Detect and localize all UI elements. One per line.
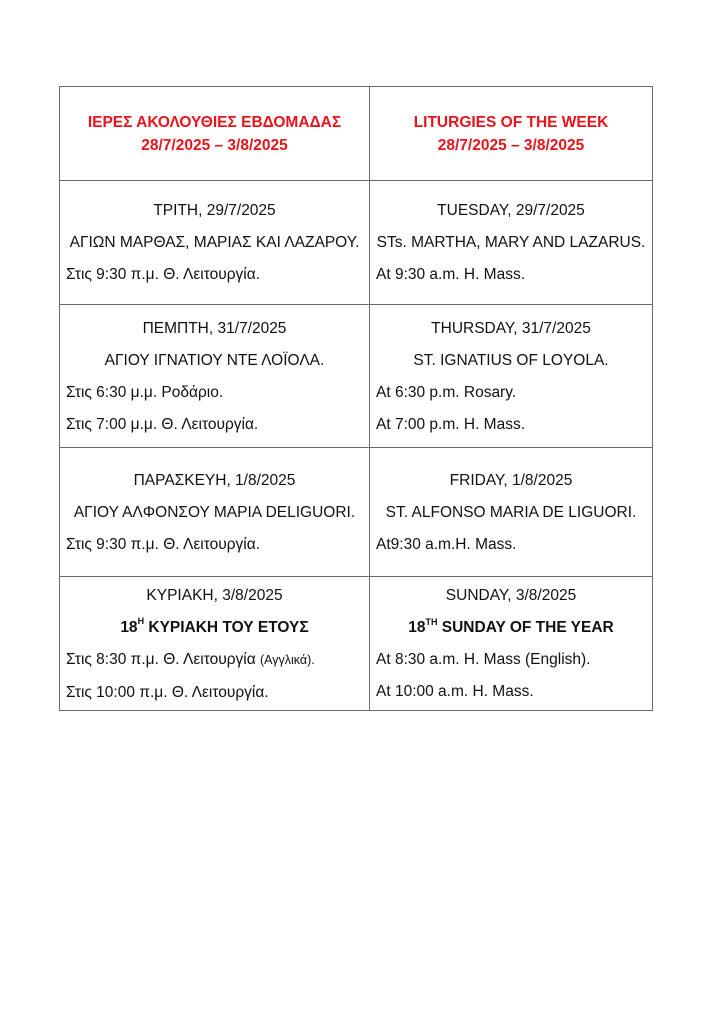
greek-title: ΙΕΡΕΣ ΑΚΟΛΟΥΘΙΕΣ ΕΒΔΟΜΑΔΑΣ bbox=[87, 113, 342, 131]
english-service-time: At 7:00 p.m. H. Mass. bbox=[376, 415, 526, 433]
day-row-thursday bbox=[60, 305, 653, 448]
greek-feast: ΑΓΙΟΥ ΙΓΝΑΤΙΟΥ ΝΤΕ ΛΟΪΟΛΑ. bbox=[104, 351, 325, 369]
greek-day-date: ΤΡΙΤΗ, 29/7/2025 bbox=[153, 202, 276, 219]
greek-date-range: 28/7/2025 – 3/8/2025 bbox=[141, 136, 288, 154]
english-feast-ordinal: TH bbox=[425, 616, 438, 627]
greek-service-time: Στις 9:30 π.μ. Θ. Λειτουργία. bbox=[66, 266, 260, 283]
english-header-cell bbox=[370, 87, 653, 181]
day-row-friday bbox=[60, 448, 653, 577]
greek-header-cell bbox=[60, 87, 370, 181]
english-day-cell bbox=[370, 181, 653, 305]
greek-service-time: Στις 6:30 μ.μ. Ροδάριο. bbox=[66, 383, 224, 401]
day-row-sunday bbox=[60, 577, 653, 711]
english-service-time: At9:30 a.m.H. Mass. bbox=[376, 535, 517, 553]
english-day-date: THURSDAY, 31/7/2025 bbox=[431, 319, 591, 337]
header-row bbox=[60, 87, 653, 181]
greek-feast bbox=[66, 616, 363, 639]
english-date-range: 28/7/2025 – 3/8/2025 bbox=[437, 136, 585, 154]
english-service-time: At 8:30 a.m. H. Mass (English). bbox=[376, 651, 591, 668]
english-day-cell bbox=[370, 448, 653, 577]
greek-feast-ordinal: Η bbox=[137, 616, 145, 627]
english-day-cell bbox=[370, 577, 653, 711]
english-day-date: SUNDAY, 3/8/2025 bbox=[445, 587, 577, 604]
english-feast: ST. IGNATIUS OF LOYOLA. bbox=[413, 351, 609, 369]
greek-day-date: ΠΕΜΠΤΗ, 31/7/2025 bbox=[142, 319, 287, 337]
english-feast bbox=[376, 616, 646, 639]
greek-day-cell bbox=[60, 305, 370, 448]
day-row-tuesday bbox=[60, 181, 653, 305]
greek-day-cell bbox=[60, 448, 370, 577]
greek-service-time bbox=[66, 648, 363, 672]
english-day-date: TUESDAY, 29/7/2025 bbox=[437, 202, 585, 219]
english-day-cell bbox=[370, 305, 653, 448]
greek-day-date: ΠΑΡΑΣΚΕΥΗ, 1/8/2025 bbox=[133, 471, 296, 489]
greek-service-time: Στις 7:00 μ.μ. Θ. Λειτουργία. bbox=[66, 415, 259, 433]
greek-day-date: ΚΥΡΙΑΚΗ, 3/8/2025 bbox=[146, 586, 283, 604]
greek-feast-text: ΚΥΡΙΑΚΗ ΤΟΥ ΕΤΟΥΣ bbox=[144, 618, 309, 636]
english-service-time: At 9:30 a.m. H. Mass. bbox=[376, 266, 526, 283]
english-feast: ST. ALFONSO MARIA DE LIGUORI. bbox=[385, 503, 637, 521]
greek-service-time: Στις 9:30 π.μ. Θ. Λειτουργία. bbox=[66, 535, 260, 553]
greek-day-cell bbox=[60, 577, 370, 711]
english-feast: STs. MARTHA, MARY AND LAZARUS. bbox=[376, 234, 646, 251]
greek-feast: ΑΓΙΟΥ ΑΛΦΟΝΣΟΥ ΜΑΡΙΑ DELIGUORI. bbox=[73, 503, 356, 521]
english-service-time: At 10:00 a.m. H. Mass. bbox=[376, 683, 534, 700]
english-day-date: FRIDAY, 1/8/2025 bbox=[449, 471, 573, 489]
english-title: LITURGIES OF THE WEEK bbox=[413, 113, 609, 131]
greek-service-text: Στις 8:30 π.μ. Θ. Λειτουργία bbox=[66, 650, 260, 668]
greek-feast: ΑΓΙΩΝ ΜΑΡΘΑΣ, ΜΑΡΙΑΣ ΚΑΙ ΛΑΖΑΡΟΥ. bbox=[69, 234, 360, 251]
greek-service-language-note: (Αγγλικά). bbox=[260, 652, 315, 667]
english-feast-text: SUNDAY OF THE YEAR bbox=[437, 619, 614, 636]
english-feast-number: 18 bbox=[408, 619, 426, 636]
greek-day-cell bbox=[60, 181, 370, 305]
liturgies-table bbox=[59, 86, 653, 711]
greek-service-time: Στις 10:00 π.μ. Θ. Λειτουργία. bbox=[66, 683, 269, 701]
english-service-time: At 6:30 p.m. Rosary. bbox=[376, 383, 517, 401]
greek-feast-number: 18 bbox=[120, 618, 138, 636]
